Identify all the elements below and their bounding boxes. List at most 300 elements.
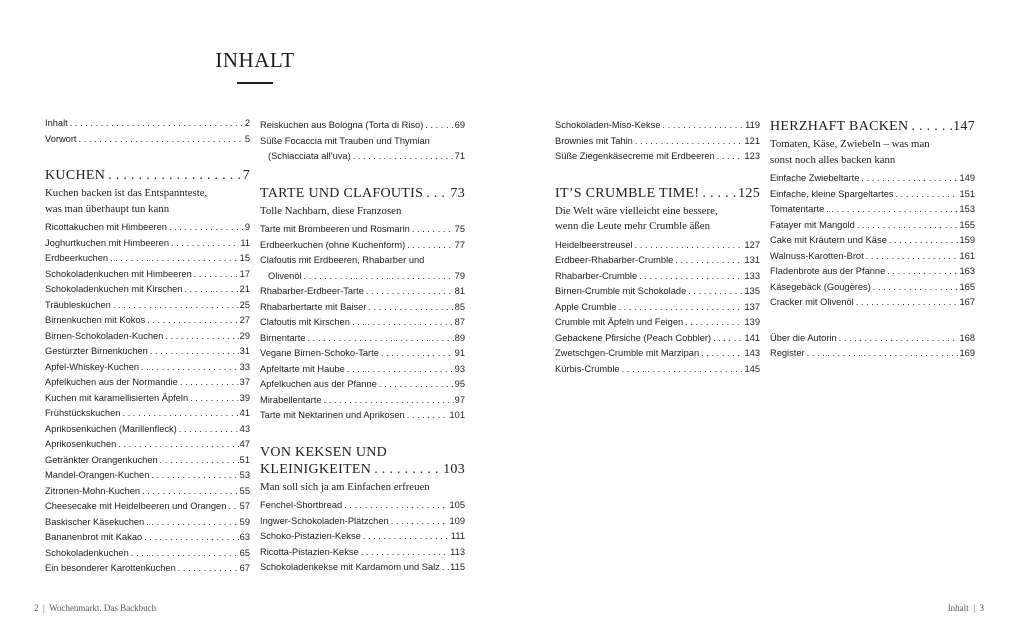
entry-page-number: 123 bbox=[744, 151, 760, 161]
toc-entry[interactable] bbox=[260, 346, 465, 362]
dot-leader bbox=[423, 185, 450, 202]
section-subtitle bbox=[45, 186, 250, 217]
toc-entry[interactable] bbox=[260, 269, 465, 285]
entry-title: Heidelbeerstreusel bbox=[555, 239, 633, 250]
dot-leader bbox=[637, 269, 743, 285]
section-subtitle bbox=[260, 480, 465, 496]
entry-page-number: 119 bbox=[745, 120, 760, 130]
toc-entry[interactable] bbox=[770, 346, 975, 362]
section-page-number: 73 bbox=[450, 185, 465, 201]
title-divider bbox=[237, 82, 273, 84]
entry-title: Ricottakuchen mit Himbeeren bbox=[45, 222, 167, 232]
entry-page-number: 113 bbox=[450, 546, 465, 557]
dot-leader bbox=[108, 251, 239, 267]
toc-entry[interactable] bbox=[770, 218, 975, 234]
entry-title: Tarte mit Nektarinen und Aprikosen bbox=[260, 410, 405, 420]
entry-title: Träubleskuchen bbox=[45, 299, 111, 310]
toc-entry[interactable] bbox=[770, 202, 975, 218]
section-heading-line bbox=[770, 118, 975, 135]
entry-title: Apfelkuchen aus der Normandie bbox=[45, 377, 178, 387]
entry-page-number: 65 bbox=[239, 547, 250, 558]
entry-page-number: 69 bbox=[454, 120, 465, 130]
toc-entry[interactable] bbox=[45, 329, 250, 345]
entry-page-number: 81 bbox=[454, 286, 465, 296]
entry-title: Gebackene Pfirsiche (Peach Cobbler) bbox=[555, 332, 712, 343]
entry-page-number: 5 bbox=[244, 133, 250, 144]
toc-entry[interactable] bbox=[45, 561, 250, 577]
toc-entry[interactable] bbox=[45, 220, 250, 236]
section-heading[interactable] bbox=[770, 118, 975, 135]
footer-right bbox=[948, 603, 984, 613]
dot-leader bbox=[699, 346, 743, 362]
section-heading[interactable] bbox=[45, 167, 250, 184]
entry-title: Schoko-Pistazien-Kekse bbox=[260, 531, 361, 541]
entry-page-number: 153 bbox=[959, 204, 975, 214]
entry-title: Zwetschgen-Crumble mit Marzipan bbox=[555, 348, 700, 358]
toc-entry[interactable] bbox=[45, 453, 250, 469]
dot-leader bbox=[177, 422, 239, 438]
dot-leader bbox=[182, 282, 238, 298]
dot-leader bbox=[440, 560, 449, 576]
dot-leader bbox=[366, 300, 453, 316]
entry-title: Käsegebäck (Gougères) bbox=[770, 281, 871, 292]
entry-title: Crumble mit Äpfeln und Feigen bbox=[555, 317, 684, 327]
entry-page-number: 15 bbox=[239, 253, 250, 263]
section-subtitle-line: Man soll sich ja am Einfachen erfreuen bbox=[260, 480, 430, 493]
toc-column-2 bbox=[260, 118, 465, 576]
toc-entry[interactable] bbox=[45, 530, 250, 546]
toc-entry[interactable] bbox=[555, 149, 760, 165]
toc-entry[interactable] bbox=[260, 393, 465, 409]
entry-page-number: 115 bbox=[450, 562, 465, 572]
toc-entry[interactable] bbox=[260, 149, 465, 165]
entry-page-number: 11 bbox=[240, 237, 250, 248]
dot-leader bbox=[371, 461, 443, 478]
toc-entry[interactable] bbox=[555, 269, 760, 285]
toc-entry[interactable] bbox=[45, 546, 250, 562]
toc-entry[interactable] bbox=[45, 391, 250, 407]
section-page-number: 103 bbox=[443, 461, 465, 477]
section-subtitle-line: was man überhaupt tun kann bbox=[45, 202, 170, 215]
toc-entry[interactable] bbox=[555, 134, 760, 150]
section-subtitle bbox=[555, 204, 760, 235]
dot-leader bbox=[633, 134, 744, 150]
dot-leader bbox=[140, 484, 239, 500]
entry-title: Birnen-Schokoladen-Kuchen bbox=[45, 330, 164, 341]
entry-page-number: 159 bbox=[959, 235, 975, 245]
entry-title: Erdbeer-Rhabarber-Crumble bbox=[555, 255, 674, 265]
dot-leader bbox=[673, 253, 743, 269]
entry-title: Birnen-Crumble mit Schokolade bbox=[555, 286, 687, 296]
toc-entry[interactable] bbox=[260, 362, 465, 378]
entry-title: Einfache Zwiebeltarte bbox=[770, 173, 860, 183]
dot-leader bbox=[226, 499, 238, 515]
entry-title: Register bbox=[770, 348, 805, 358]
toc-entry[interactable] bbox=[555, 346, 760, 362]
toc-entry[interactable] bbox=[260, 315, 465, 331]
toc-entry[interactable] bbox=[555, 284, 760, 300]
toc-entry[interactable] bbox=[770, 331, 975, 347]
dot-leader bbox=[176, 561, 239, 577]
dot-leader bbox=[617, 300, 744, 316]
entry-title: Fenchel-Shortbread bbox=[260, 500, 343, 510]
entry-title: Schokoladenkuchen mit Kirschen bbox=[45, 284, 183, 294]
entry-page-number: 131 bbox=[744, 255, 760, 265]
entry-page-number: 63 bbox=[239, 532, 250, 542]
toc-entry[interactable] bbox=[770, 249, 975, 265]
toc-entry[interactable] bbox=[770, 264, 975, 280]
entry-page-number: 37 bbox=[239, 377, 250, 387]
dot-leader bbox=[351, 149, 454, 165]
running-head: Inhalt bbox=[947, 603, 969, 613]
entry-title: Mirabellentarte bbox=[260, 394, 322, 405]
toc-entry[interactable] bbox=[45, 236, 250, 252]
entry-title: Cheesecake mit Heidelbeeren und Orangen bbox=[45, 501, 227, 511]
toc-entry[interactable] bbox=[45, 360, 250, 376]
page-number-left: 2 bbox=[34, 603, 39, 613]
section-heading[interactable] bbox=[260, 185, 465, 202]
entry-title: Ingwer-Schokoladen-Plätzchen bbox=[260, 515, 389, 526]
entry-page-number: 167 bbox=[959, 297, 975, 307]
entry-title: Süße Ziegenkäsecreme mit Erdbeeren bbox=[555, 151, 715, 161]
entry-page-number: 2 bbox=[244, 118, 250, 128]
dot-leader bbox=[302, 269, 454, 285]
entry-page-number: 67 bbox=[239, 563, 250, 573]
dot-leader bbox=[163, 329, 238, 345]
entry-page-number: 9 bbox=[244, 222, 250, 232]
entry-page-number: 149 bbox=[959, 173, 975, 183]
section-subtitle bbox=[770, 137, 975, 168]
section-title: HERZHAFT BACKEN bbox=[770, 119, 909, 134]
entry-title: Aprikosenkuchen bbox=[45, 439, 117, 449]
entry-title: Fatayer mit Mangold bbox=[770, 219, 855, 230]
entry-title: Kuchen mit karamellisierten Äpfeln bbox=[45, 392, 189, 403]
entry-page-number: 93 bbox=[454, 363, 465, 374]
entry-title: Süße Focaccia mit Trauben und Thymian bbox=[260, 135, 430, 146]
dot-leader bbox=[908, 118, 953, 135]
toc-entry[interactable] bbox=[45, 499, 250, 515]
dot-leader bbox=[410, 222, 454, 238]
entry-page-number: 85 bbox=[454, 301, 465, 312]
entry-page-number: 25 bbox=[239, 299, 250, 310]
toc-entry[interactable] bbox=[770, 233, 975, 249]
entry-page-number: 91 bbox=[454, 348, 465, 358]
dot-leader bbox=[405, 238, 453, 254]
toc-entry[interactable] bbox=[260, 560, 465, 576]
entry-page-number: 139 bbox=[744, 317, 760, 327]
dot-leader bbox=[871, 280, 959, 296]
entry-page-number: 43 bbox=[239, 423, 250, 434]
entry-title: Schokoladen-Miso-Kekse bbox=[555, 120, 661, 130]
toc-column-4 bbox=[770, 118, 975, 362]
toc-entry[interactable] bbox=[260, 545, 465, 561]
dot-leader bbox=[350, 315, 454, 331]
dot-leader bbox=[699, 185, 738, 202]
dot-leader bbox=[686, 284, 743, 300]
toc-entry[interactable] bbox=[260, 300, 465, 316]
entry-page-number: 101 bbox=[449, 410, 465, 420]
entry-title: Birnenkuchen mit Kokos bbox=[45, 315, 146, 325]
entry-page-number: 169 bbox=[959, 348, 975, 358]
section-subtitle-line: Die Welt wäre vielleicht eine bessere, bbox=[555, 204, 718, 217]
dot-leader bbox=[660, 118, 744, 134]
section-subtitle-line: Tolle Nachbarn, diese Franzosen bbox=[260, 204, 402, 217]
toc-entry[interactable] bbox=[45, 251, 250, 267]
toc-entry[interactable] bbox=[555, 238, 760, 254]
page-number-right: 3 bbox=[979, 603, 984, 613]
entry-page-number: 79 bbox=[454, 270, 465, 281]
toc-entry[interactable] bbox=[45, 422, 250, 438]
dot-leader bbox=[377, 377, 454, 393]
toc-entry[interactable] bbox=[45, 406, 250, 422]
toc-section bbox=[555, 185, 760, 378]
dot-leader bbox=[105, 167, 243, 184]
dot-leader bbox=[389, 514, 449, 530]
toc-entry[interactable] bbox=[260, 238, 465, 254]
toc-entry[interactable] bbox=[770, 280, 975, 296]
toc-entry[interactable] bbox=[770, 187, 975, 203]
toc-entry[interactable] bbox=[555, 315, 760, 331]
entry-page-number: 137 bbox=[744, 301, 760, 312]
entry-title: (Schiacciata all’uva) bbox=[268, 151, 351, 161]
dot-leader bbox=[111, 298, 239, 314]
section-page-number: 125 bbox=[738, 185, 760, 201]
dot-leader bbox=[322, 393, 454, 409]
entry-page-number: 29 bbox=[239, 330, 250, 341]
toc-entry[interactable] bbox=[770, 295, 975, 311]
entry-page-number: 161 bbox=[959, 250, 975, 261]
toc-entry[interactable] bbox=[260, 134, 465, 150]
entry-title: Aprikosenkuchen (Marillenfleck) bbox=[45, 423, 177, 434]
toc-entry[interactable] bbox=[45, 344, 250, 360]
entry-page-number: 145 bbox=[744, 363, 760, 374]
entry-page-number: 135 bbox=[744, 286, 760, 296]
entry-page-number: 133 bbox=[744, 270, 760, 281]
toc-entry[interactable] bbox=[555, 300, 760, 316]
toc-entry[interactable] bbox=[260, 377, 465, 393]
section-heading-line bbox=[45, 167, 250, 184]
dot-leader bbox=[144, 515, 238, 531]
entry-title: Rhabarber-Erdbeer-Tarte bbox=[260, 286, 364, 296]
toc-entry[interactable] bbox=[260, 408, 465, 424]
entry-title: Walnuss-Karotten-Brot bbox=[770, 250, 864, 261]
section-heading[interactable] bbox=[555, 185, 760, 202]
toc-entry[interactable] bbox=[260, 529, 465, 545]
entry-page-number: 97 bbox=[454, 394, 465, 405]
section-page-number: 7 bbox=[242, 168, 250, 183]
entry-title: Rhabarber-Crumble bbox=[555, 270, 638, 281]
dot-leader bbox=[178, 375, 239, 391]
entry-title: Rhabarbertarte mit Baiser bbox=[260, 301, 367, 312]
entry-title: Cake mit Kräutern und Käse bbox=[770, 235, 887, 245]
entry-page-number: 109 bbox=[449, 515, 465, 526]
entry-title: Birnentarte bbox=[260, 332, 306, 343]
entry-title: Inhalt bbox=[45, 118, 68, 128]
entry-title: Schokoladenkuchen bbox=[45, 547, 129, 558]
section-heading-line bbox=[260, 185, 465, 202]
toc-section bbox=[770, 118, 975, 311]
entry-title: Ein besonderer Karottenkuchen bbox=[45, 563, 176, 573]
section-subtitle bbox=[260, 204, 465, 220]
toc-entry[interactable] bbox=[45, 282, 250, 298]
dot-leader bbox=[837, 331, 959, 347]
section-title: KUCHEN bbox=[45, 168, 106, 183]
entry-title: Erdbeerkuchen (ohne Kuchenform) bbox=[260, 239, 406, 250]
dot-leader bbox=[859, 171, 958, 187]
entry-title: Vegane Birnen-Schoko-Tarte bbox=[260, 348, 379, 358]
toc-entry[interactable] bbox=[555, 118, 760, 134]
dot-leader bbox=[633, 238, 744, 254]
dot-leader bbox=[139, 360, 239, 376]
entry-title: Apple Crumble bbox=[555, 301, 617, 312]
book-title: Wochenmarkt. Das Backbuch bbox=[49, 603, 157, 613]
toc-entry[interactable] bbox=[555, 362, 760, 378]
toc-group bbox=[45, 116, 250, 147]
toc-section bbox=[45, 167, 250, 577]
entry-page-number: 105 bbox=[449, 500, 465, 510]
toc-entry[interactable] bbox=[45, 484, 250, 500]
entry-page-number: 57 bbox=[239, 501, 250, 511]
entry-page-number: 17 bbox=[239, 268, 250, 279]
toc-entry[interactable] bbox=[45, 132, 250, 148]
entry-page-number: 77 bbox=[454, 239, 465, 250]
section-subtitle-line: Tomaten, Käse, Zwiebeln – was man bbox=[770, 138, 930, 150]
toc-group bbox=[770, 331, 975, 362]
dot-leader bbox=[423, 118, 453, 134]
entry-title: Gestürzter Birnenkuchen bbox=[45, 346, 148, 356]
section-heading-line bbox=[260, 461, 465, 478]
entry-page-number: 33 bbox=[239, 361, 250, 372]
toc-entry[interactable] bbox=[45, 437, 250, 453]
section-title: IT’S CRUMBLE TIME! bbox=[555, 185, 700, 201]
section-subtitle-line: wenn die Leute mehr Crumble äßen bbox=[555, 220, 710, 232]
dot-leader bbox=[167, 220, 244, 236]
entry-title: Getränkter Orangenkuchen bbox=[45, 454, 158, 465]
section-heading-line bbox=[260, 444, 465, 461]
entry-title: Kürbis-Crumble bbox=[555, 363, 620, 374]
footer-separator: | bbox=[970, 603, 978, 613]
entry-page-number: 75 bbox=[454, 224, 465, 234]
dot-leader bbox=[864, 249, 959, 265]
dot-leader bbox=[711, 331, 743, 347]
toc-column-1 bbox=[45, 116, 250, 577]
dot-leader bbox=[620, 362, 744, 378]
dot-leader bbox=[158, 453, 239, 469]
toc-entry[interactable] bbox=[260, 331, 465, 347]
entry-title: Tarte mit Brombeeren und Rosmarin bbox=[260, 224, 410, 234]
toc-entry[interactable] bbox=[45, 267, 250, 283]
page-title: INHALT bbox=[215, 48, 295, 72]
entry-title: Apfel-Whiskey-Kuchen bbox=[45, 361, 140, 372]
dot-leader bbox=[129, 546, 239, 562]
toc-entry[interactable] bbox=[260, 514, 465, 530]
entry-title: Baskischer Käsekuchen bbox=[45, 516, 145, 527]
dot-leader bbox=[894, 187, 959, 203]
entry-page-number: 87 bbox=[454, 317, 465, 327]
section-heading-line bbox=[555, 185, 760, 202]
toc-entry[interactable] bbox=[555, 253, 760, 269]
toc-entry[interactable] bbox=[555, 331, 760, 347]
dot-leader bbox=[379, 346, 454, 362]
entry-title: Schokoladenkuchen mit Himbeeren bbox=[45, 268, 192, 279]
dot-leader bbox=[885, 264, 958, 280]
entry-title: Reiskuchen aus Bologna (Torta di Riso) bbox=[260, 120, 424, 130]
entry-page-number: 151 bbox=[959, 188, 975, 199]
entry-page-number: 31 bbox=[239, 346, 250, 356]
toc-entry[interactable] bbox=[45, 468, 250, 484]
dot-leader bbox=[149, 468, 238, 484]
toc-entry[interactable] bbox=[260, 498, 465, 514]
dot-leader bbox=[361, 529, 450, 545]
toc-section bbox=[260, 444, 465, 576]
toc-entry[interactable] bbox=[45, 313, 250, 329]
entry-title: Vorwort bbox=[45, 133, 77, 144]
entry-page-number: 53 bbox=[239, 470, 250, 480]
dot-leader bbox=[188, 391, 239, 407]
entry-page-number: 41 bbox=[239, 408, 250, 418]
dot-leader bbox=[145, 313, 238, 329]
toc-entry[interactable] bbox=[45, 515, 250, 531]
section-heading[interactable] bbox=[260, 444, 465, 478]
dot-leader bbox=[805, 346, 959, 362]
toc-entry[interactable] bbox=[260, 118, 465, 134]
entry-title: Einfache, kleine Spargeltartes bbox=[770, 188, 894, 199]
dot-leader bbox=[120, 406, 238, 422]
section-title: TARTE UND CLAFOUTIS bbox=[260, 185, 424, 201]
entry-page-number: 27 bbox=[239, 315, 250, 325]
entry-page-number: 47 bbox=[239, 439, 250, 449]
entry-page-number: 165 bbox=[959, 281, 975, 292]
entry-page-number: 55 bbox=[239, 485, 250, 496]
entry-title: Tomatentarte bbox=[770, 204, 825, 214]
entry-page-number: 59 bbox=[239, 516, 250, 527]
toc-entry[interactable] bbox=[260, 284, 465, 300]
entry-title: Olivenöl bbox=[268, 270, 302, 281]
footer-left bbox=[34, 603, 156, 613]
entry-title: Cracker mit Olivenöl bbox=[770, 297, 854, 307]
dot-leader bbox=[192, 267, 239, 283]
entry-page-number: 71 bbox=[454, 151, 465, 161]
toc-entry[interactable] bbox=[45, 375, 250, 391]
entry-page-number: 155 bbox=[959, 219, 975, 230]
entry-title: Fladenbrote aus der Pfanne bbox=[770, 266, 886, 276]
entry-page-number: 89 bbox=[454, 332, 465, 343]
entry-page-number: 163 bbox=[959, 266, 975, 276]
toc-entry[interactable] bbox=[770, 171, 975, 187]
toc-entry[interactable] bbox=[45, 298, 250, 314]
entry-title: Brownies mit Tahin bbox=[555, 135, 633, 146]
dot-leader bbox=[169, 236, 239, 252]
entry-page-number: 141 bbox=[744, 332, 760, 343]
entry-page-number: 111 bbox=[450, 531, 465, 541]
toc-entry[interactable] bbox=[260, 253, 465, 269]
dot-leader bbox=[345, 362, 454, 378]
entry-page-number: 21 bbox=[239, 284, 250, 294]
entry-title: Ricotta-Pistazien-Kekse bbox=[260, 546, 359, 557]
entry-page-number: 168 bbox=[959, 332, 975, 343]
section-title: VON KEKSEN UND bbox=[260, 444, 388, 460]
toc-entry[interactable] bbox=[260, 222, 465, 238]
dot-leader bbox=[405, 408, 449, 424]
toc-entry[interactable] bbox=[45, 116, 250, 132]
section-page-number: 147 bbox=[953, 119, 975, 134]
dot-leader bbox=[148, 344, 239, 360]
entry-title: Clafoutis mit Kirschen bbox=[260, 317, 350, 327]
dot-leader bbox=[68, 116, 244, 132]
entry-page-number: 39 bbox=[239, 392, 250, 403]
dot-leader bbox=[887, 233, 959, 249]
toc-group bbox=[555, 118, 760, 165]
